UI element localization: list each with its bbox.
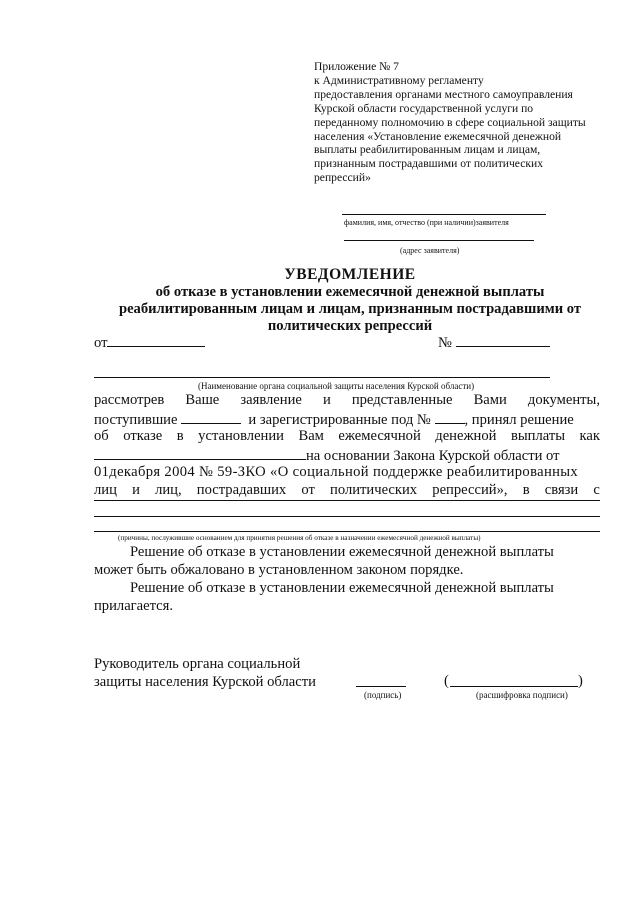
- reasons-line-3[interactable]: [94, 531, 600, 532]
- appendix-line: к Административному регламенту: [314, 73, 484, 87]
- body-line-1: рассмотрев Ваше заявление и представленные Вами документы,: [94, 392, 600, 408]
- decoding-line[interactable]: [450, 686, 578, 687]
- body-line-2: поступившие и зарегистрированные под № , принял решение: [94, 412, 574, 428]
- received-date-blank[interactable]: [181, 410, 241, 424]
- appendix-line: населения «Установление ежемесячной денежной: [314, 129, 562, 143]
- subtitle-line: политических репрессий: [267, 318, 433, 334]
- organ-caption: (Наименование органа социальной защиты населения Курской области): [198, 381, 475, 391]
- appendix-line: Приложение № 7: [314, 60, 399, 73]
- signature-caption: (подпись): [364, 690, 402, 700]
- date-label: от: [94, 335, 108, 351]
- applicant-name-caption: фамилия, имя, отчество (при наличии)заявителя: [344, 218, 509, 227]
- document-title: УВЕДОМЛЕНИЕ: [284, 266, 416, 283]
- attached-line-1: Решение об отказе в установлении ежемесячной денежной выплаты: [130, 580, 554, 596]
- number-blank[interactable]: [456, 333, 550, 347]
- appendix-line: выплаты реабилитированным лицам и лицам,: [314, 143, 541, 157]
- subtitle-line: об отказе в установлении ежемесячной денежной выплаты: [155, 284, 545, 300]
- appendix-line: репрессий»: [314, 171, 371, 185]
- registration-number-blank[interactable]: [435, 410, 465, 424]
- applicant-address-caption: (адрес заявителя): [400, 246, 460, 255]
- decoding-caption: (расшифровка подписи): [476, 690, 568, 700]
- appendix-block: [314, 60, 614, 185]
- document-subtitle: [80, 284, 620, 335]
- reasons-line-1[interactable]: [94, 500, 600, 501]
- date-blank[interactable]: [107, 333, 205, 347]
- decoding-open-paren: (: [444, 673, 449, 689]
- subtitle-line: реабилитированным лицам и лицам, признанным пострадавшими от: [118, 301, 582, 317]
- body-line-6: лиц и лиц, пострадавших от политических репрессий», в связи с: [94, 482, 600, 498]
- date-field: [94, 333, 205, 352]
- signature-line[interactable]: [356, 686, 406, 687]
- head-title-line-2: защиты населения Курской области: [94, 674, 316, 690]
- decoding-close-paren: ): [578, 673, 583, 689]
- body-line-3: об отказе в установлении Вам ежемесячной денежной выплаты как: [94, 428, 600, 444]
- appendix-line: признанным пострадавшими от политических: [314, 157, 544, 171]
- appeal-line-1: Решение об отказе в установлении ежемесячной денежной выплаты: [130, 544, 554, 560]
- body-line-4: на основании Закона Курской области от: [94, 446, 560, 465]
- category-blank[interactable]: [94, 446, 306, 460]
- reasons-caption: (причины, послужившие основанием для принятия решения об отказе в назначении ежемесячной денежной выплаты): [118, 534, 481, 542]
- appendix-line: предоставления органами местного самоуправления: [314, 87, 573, 101]
- appendix-line: Курской области государственной услуги по: [314, 101, 534, 115]
- appendix-line: переданному полномочию в сфере социальной защиты: [314, 115, 586, 129]
- head-title-line-1: Руководитель органа социальной: [94, 656, 301, 672]
- organ-name-line[interactable]: [94, 377, 550, 378]
- body-line-5: 01декабря 2004 № 59-ЗКО «О социальной поддержке реабилитированных: [94, 464, 579, 480]
- applicant-address-line[interactable]: [344, 240, 534, 241]
- applicant-name-line[interactable]: [342, 214, 546, 215]
- reasons-line-2[interactable]: [94, 516, 600, 517]
- number-label: №: [438, 335, 452, 351]
- number-field: [438, 333, 550, 352]
- appeal-line-2: может быть обжаловано в установленном законом порядке.: [94, 562, 464, 578]
- attached-line-2: прилагается.: [94, 598, 174, 614]
